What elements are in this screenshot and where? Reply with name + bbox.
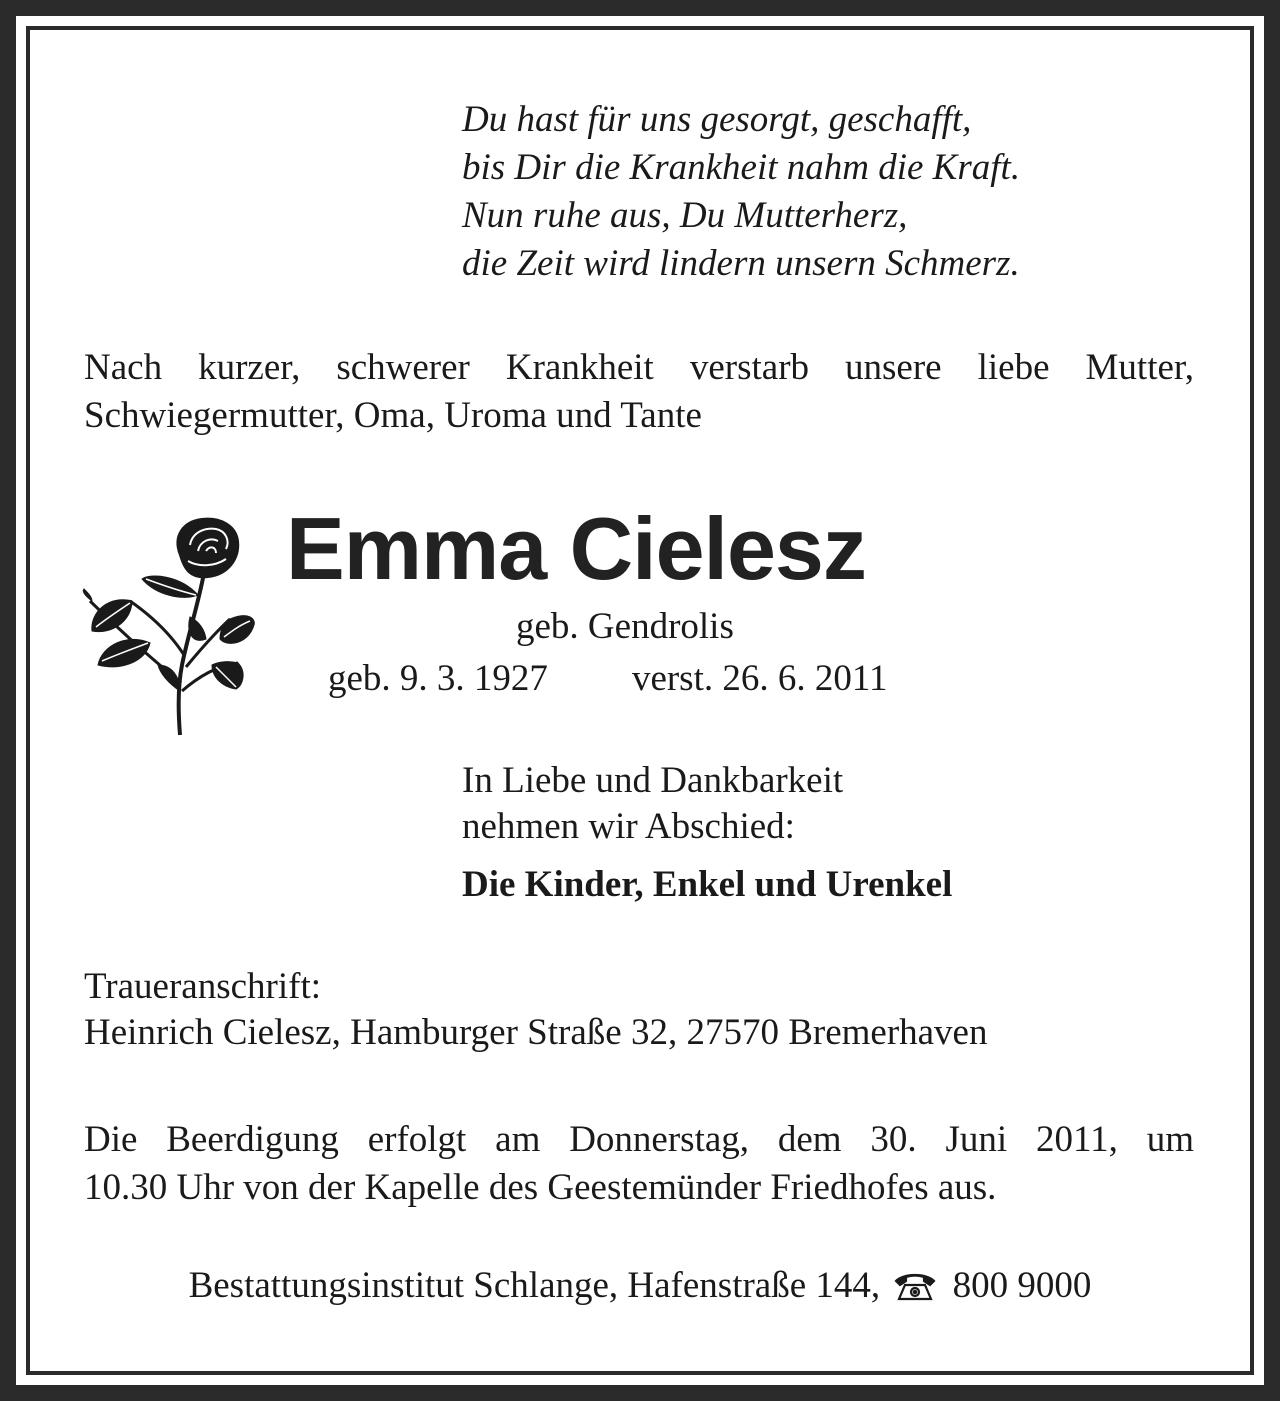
funeral-line-1: Die Beerdigung erfolgt am Donnerstag, dem 30. Juni 2011, um <box>84 1119 1194 1160</box>
poem <box>462 96 1020 288</box>
mourning-address-label: Traueranschrift: <box>84 966 322 1007</box>
poem-line: Nun ruhe aus, Du Mutterherz, <box>462 195 908 236</box>
funeral-paragraph <box>84 1116 1194 1212</box>
telephone-icon <box>893 1271 937 1301</box>
farewell-text <box>462 758 843 850</box>
farewell-line-2: nehmen wir Abschied: <box>462 806 795 847</box>
signers: Die Kinder, Enkel und Urenkel <box>462 864 953 905</box>
intro-line-2: Schwiegermutter, Oma, Uroma und Tante <box>84 395 702 436</box>
undertaker-phone: 800 9000 <box>952 1265 1092 1306</box>
undertaker-line <box>0 1262 1280 1310</box>
rose-icon <box>80 515 260 737</box>
birth-date: geb. 9. 3. 1927 <box>328 658 548 699</box>
life-dates <box>328 656 888 702</box>
funeral-line-2: 10.30 Uhr von der Kapelle des Geestemünder Friedhofes aus. <box>84 1167 997 1208</box>
maiden-name: geb. Gendrolis <box>516 606 734 647</box>
farewell-line-1: In Liebe und Dankbarkeit <box>462 760 844 801</box>
poem-line: bis Dir die Krankheit nahm die Kraft. <box>462 147 1021 188</box>
poem-line: die Zeit wird lindern unsern Schmerz. <box>462 243 1020 284</box>
mourning-address-text: Heinrich Cielesz, Hamburger Straße 32, 27570 Bremerhaven <box>84 1012 988 1053</box>
deceased-name: Emma Cielesz <box>286 499 866 598</box>
poem-line: Du hast für uns gesorgt, geschafft, <box>462 99 972 140</box>
death-date: verst. 26. 6. 2011 <box>631 658 888 699</box>
undertaker-text: Bestattungsinstitut Schlange, Hafenstraße 144, <box>188 1265 881 1306</box>
mourning-address <box>84 964 987 1056</box>
intro-line-1: Nach kurzer, schwerer Krankheit verstarb unsere liebe Mutter, <box>84 347 1194 388</box>
intro-paragraph <box>84 344 1194 440</box>
